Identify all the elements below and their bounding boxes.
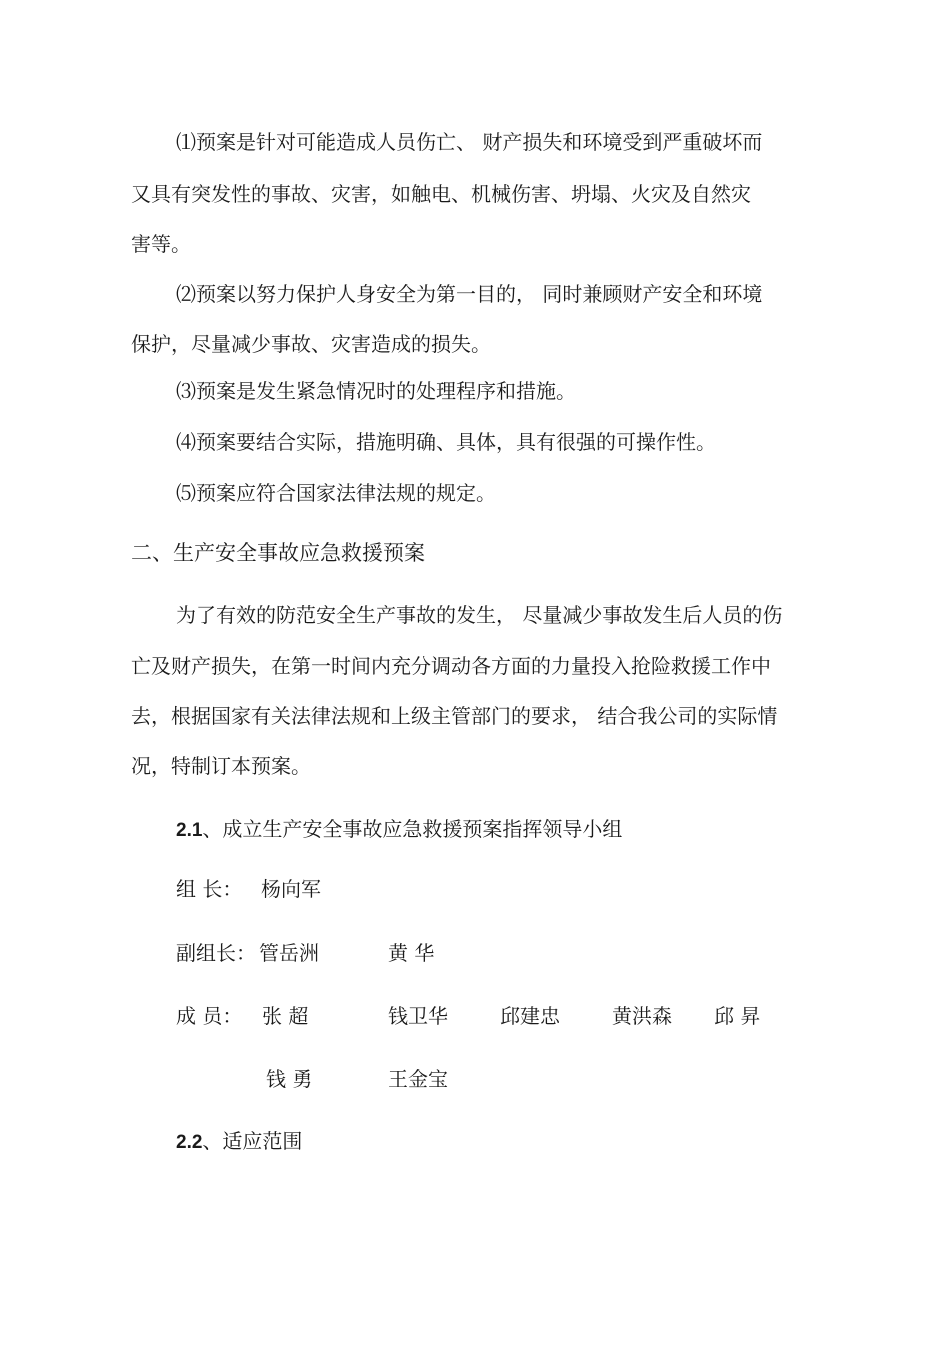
- intro-line-4: 况，特制订本预案。: [131, 754, 311, 778]
- subsection-2-2-number: 2.2: [176, 1132, 203, 1153]
- subsection-2-2-title: 、适应范围: [202, 1129, 303, 1153]
- item-2-line-1: ⑵预案以努力保护人身安全为第一目的， 同时兼顾财产安全和环境: [176, 282, 763, 306]
- item-2-line-2: 保护，尽量减少事故、灾害造成的损失。: [131, 332, 491, 356]
- member-name-6: 钱 勇: [266, 1067, 313, 1091]
- member-name-3: 邱建忠: [500, 1004, 560, 1028]
- section-2-title: 二、生产安全事故应急救援预案: [131, 541, 425, 565]
- subsection-2-2-heading: [176, 1128, 302, 1156]
- intro-line-2: 亡及财产损失，在第一时间内充分调动各方面的力量投入抢险救援工作中: [131, 654, 771, 678]
- leader-name: 杨向军: [261, 877, 321, 901]
- member-name-4: 黄洪森: [612, 1004, 672, 1028]
- deputy-name-2: 黄 华: [388, 941, 435, 965]
- member-name-7: 王金宝: [388, 1067, 448, 1091]
- deputy-label: 副组长：: [176, 941, 256, 965]
- deputy-name-1: 管岳洲: [259, 941, 319, 965]
- intro-line-1: 为了有效的防范安全生产事故的发生， 尽量减少事故发生后人员的伤: [176, 603, 783, 627]
- member-name-5: 邱 昇: [714, 1004, 761, 1028]
- intro-line-3: 去，根据国家有关法律法规和上级主管部门的要求， 结合我公司的实际情: [131, 704, 778, 728]
- item-5: ⑸预案应符合国家法律法规的规定。: [176, 481, 496, 505]
- subsection-2-1-heading: [176, 816, 622, 844]
- subsection-2-1-title: 、成立生产安全事故应急救援预案指挥领导小组: [202, 817, 623, 841]
- item-1-line-1: ⑴预案是针对可能造成人员伤亡、 财产损失和环境受到严重破坏而: [176, 130, 763, 154]
- item-1-line-2: 又具有突发性的事故、灾害，如触电、机械伤害、坍塌、火灾及自然灾: [131, 182, 751, 206]
- item-3: ⑶预案是发生紧急情况时的处理程序和措施。: [176, 379, 576, 403]
- member-name-2: 钱卫华: [388, 1004, 448, 1028]
- item-1-line-3: 害等。: [131, 232, 191, 256]
- item-4: ⑷预案要结合实际，措施明确、具体，具有很强的可操作性。: [176, 430, 716, 454]
- leader-label: 组 长：: [176, 877, 243, 901]
- members-label: 成 员：: [176, 1004, 243, 1028]
- member-name-1: 张 超: [262, 1004, 309, 1028]
- subsection-2-1-number: 2.1: [176, 820, 203, 841]
